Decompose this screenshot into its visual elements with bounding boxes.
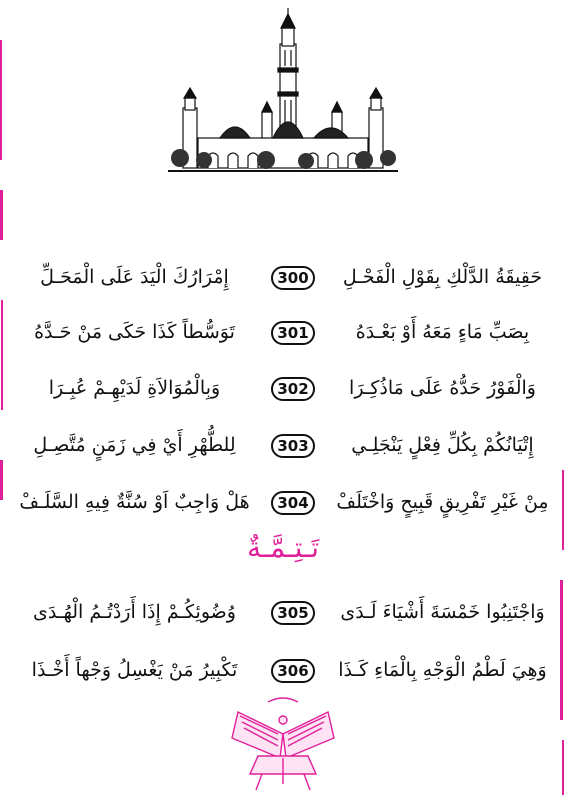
verse-second-hemistich: وُضُوئِكُـمْ إِذَا أَرَدْتُـمُ الْهُـدَى <box>33 601 236 623</box>
verse-second-hemistich: تَوَسُّطاً كَذَا حَكَى مَنْ حَـدَّهُ <box>34 321 235 343</box>
verse-row <box>0 434 564 464</box>
section-heading: تَـتِـمَّـةٌ <box>246 531 320 564</box>
verse-row <box>0 377 564 407</box>
verse-first-hemistich: مِنْ غَيْرِ تَفْرِيقٍ قَبِيحٍ وَاخْتَلَفْ <box>336 491 549 513</box>
verse-number-badge: 303 <box>271 434 315 458</box>
verse-row <box>0 491 564 521</box>
verse-first-hemistich: وَالْفَوْرُ حَدُّهُ عَلَى مَاذُكِـرَا <box>349 377 536 399</box>
verse-second-hemistich: لِلطُّهْرِ أَيْ فِي زَمَنٍ مُتَّصِـلِ <box>33 434 236 456</box>
verse-row <box>0 601 564 631</box>
verse-first-hemistich: إِتْيَانُكُمْ بِكُلِّ فِعْلٍ يَنْجَلِـي <box>351 434 534 456</box>
verse-row <box>0 266 564 296</box>
verse-first-hemistich: حَقِيقَةُ الدَّلْكِ بِقَوْلِ الْفَحْـلِ <box>342 266 543 288</box>
verse-first-hemistich: بِصَبِّ مَاءٍ مَعَهُ أَوْ بَعْـدَهُ <box>355 321 530 343</box>
verse-first-hemistich: وَهِيَ لَطْمُ الْوَجْهِ بِالْمَاءِ كَـذَا <box>338 659 547 681</box>
verse-second-hemistich: تَكْبِيرُ مَنْ يَغْسِلُ وَجْهاً أَخْـذَا <box>31 659 238 681</box>
verse-number-badge: 304 <box>271 491 315 515</box>
verse-number-badge: 306 <box>271 659 315 683</box>
verse-number-badge: 302 <box>271 377 315 401</box>
verse-row <box>0 321 564 351</box>
mosque-illustration <box>168 8 398 178</box>
verse-second-hemistich: وَبِالْمُوَالاَةِ لَدَيْهِـمْ عُبِـرَا <box>48 377 221 399</box>
verse-first-hemistich: وَاجْتَنِبُوا خَمْسَةَ أَشْيَاءَ لَـدَى <box>340 601 545 623</box>
verse-number-badge: 300 <box>271 266 315 290</box>
verse-number-badge: 301 <box>271 321 315 345</box>
verse-number-badge: 305 <box>271 601 315 625</box>
verse-second-hemistich: هَلْ وَاجِبٌ اَوْ سُنَّةٌ فِيهِ السَّلَـفْ <box>19 491 250 513</box>
verse-second-hemistich: إِمْرَارُكَ الْيَدَ عَلَى الْمَحَـلِّ <box>40 266 229 288</box>
verse-row <box>0 659 564 689</box>
quran-stand-illustration <box>228 694 338 794</box>
